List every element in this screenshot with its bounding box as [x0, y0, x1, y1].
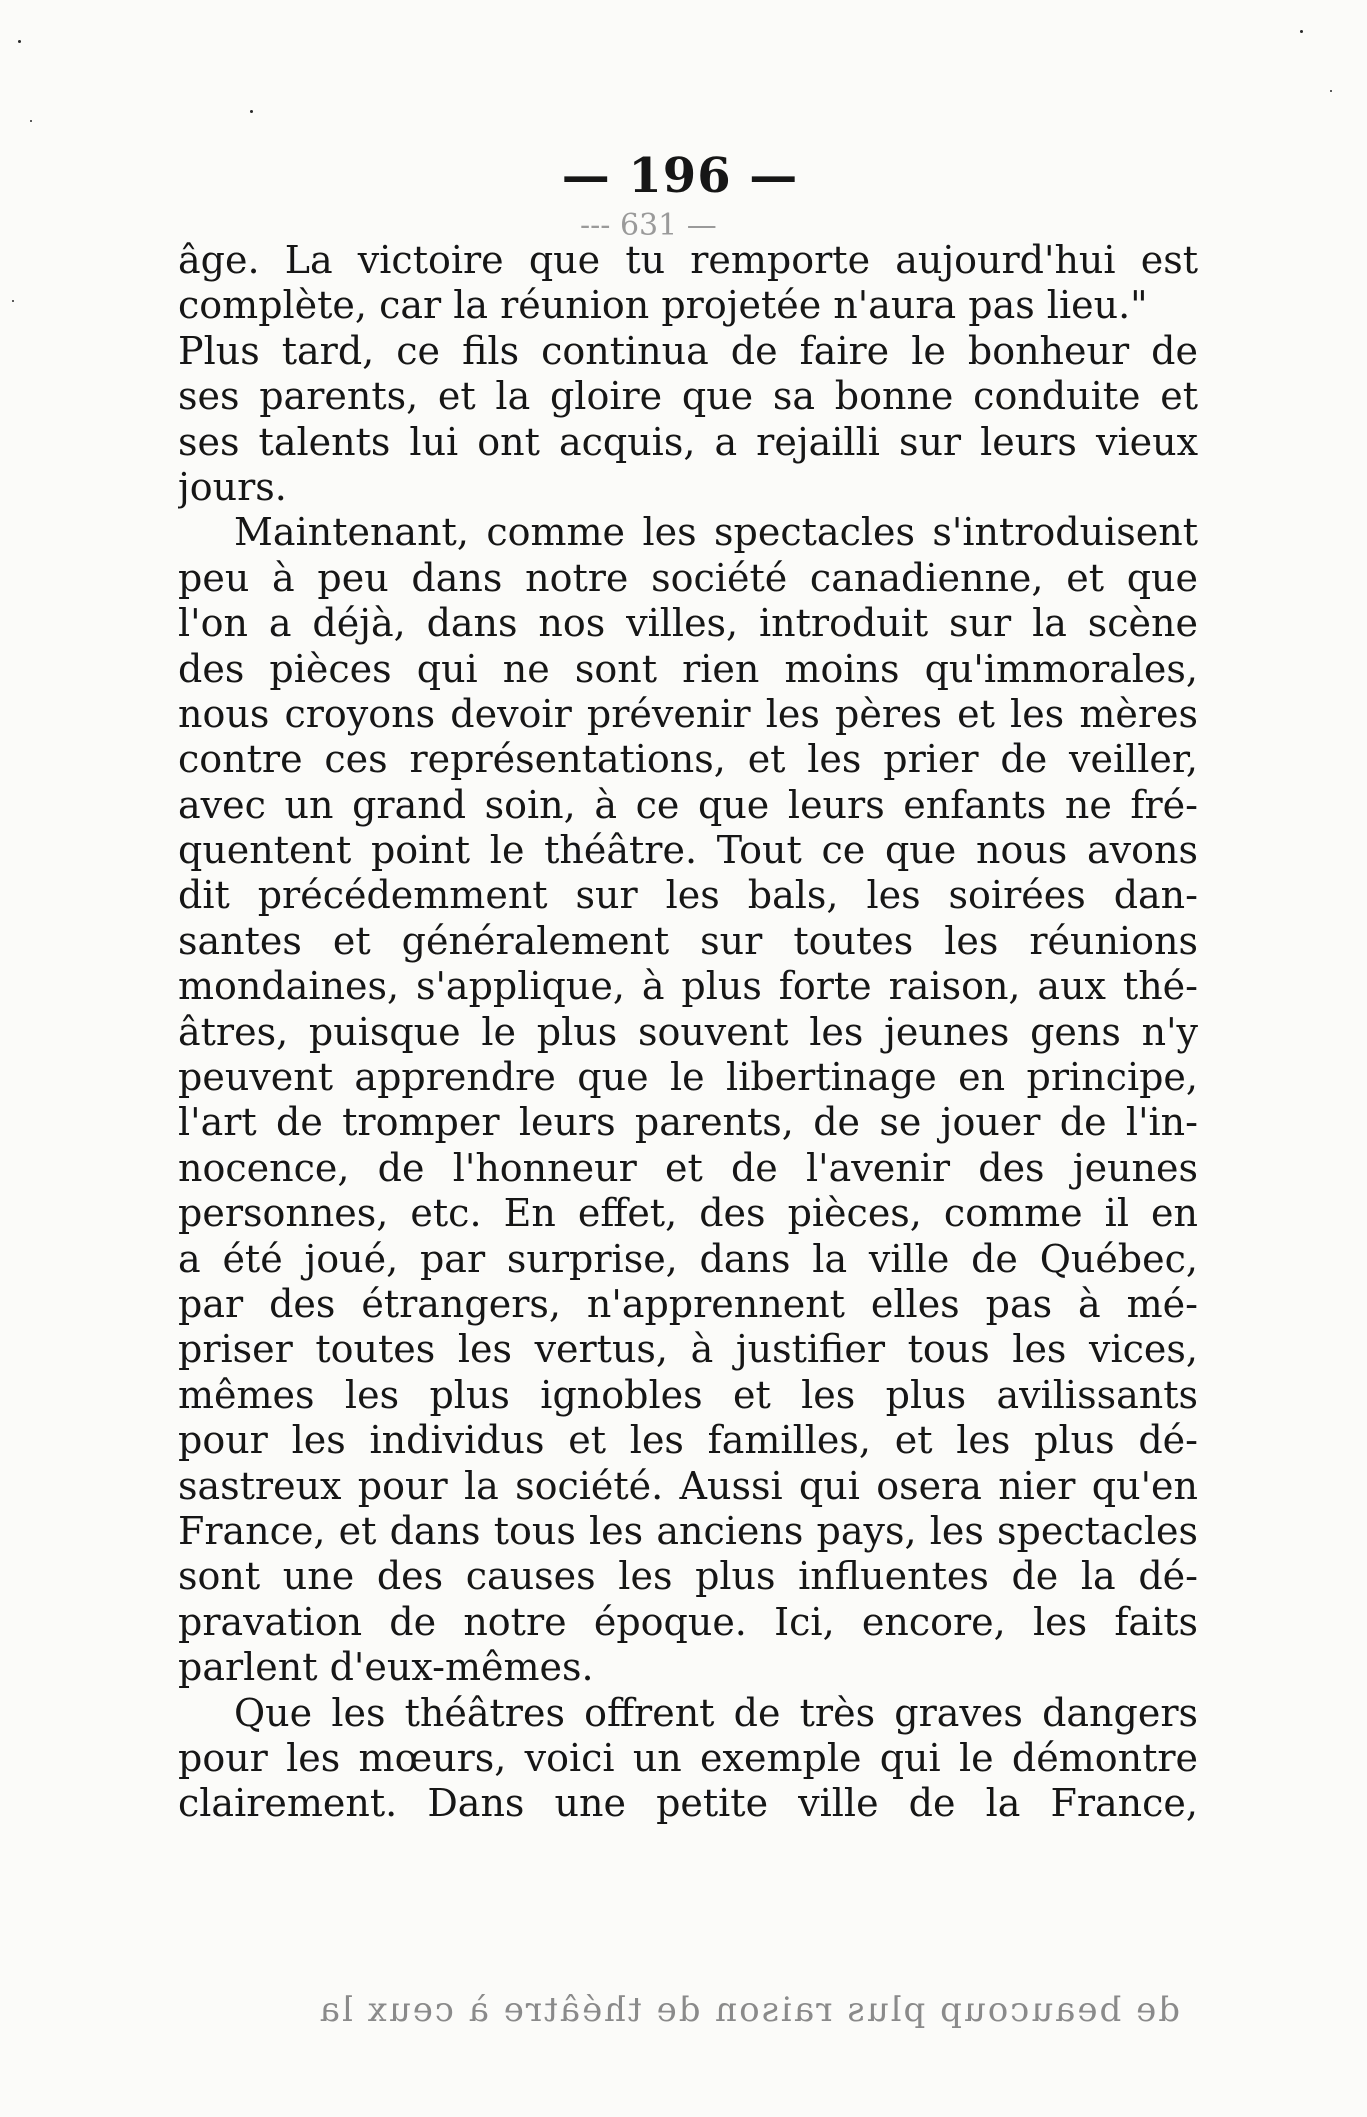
text-line: sont une des causes les plus influentes de la dé- — [178, 1554, 1198, 1599]
text-line: jours. — [178, 464, 287, 509]
text-line: a été joué, par surprise, dans la ville de Québec, — [178, 1236, 1198, 1281]
text-line: France, et dans tous les anciens pays, les spectacles — [178, 1508, 1198, 1553]
text-line: pour les individus et les familles, et les plus dé- — [178, 1418, 1198, 1463]
text-line: personnes, etc. En effet, des pièces, comme il en — [178, 1191, 1198, 1236]
text-line: santes et généralement sur toutes les réunions — [178, 918, 1198, 963]
text-line: parlent d'eux-mêmes. — [178, 1645, 594, 1690]
text-line: ses parents, et la gloire que sa bonne conduite et — [178, 374, 1198, 419]
print-speck — [18, 40, 21, 43]
text-line: priser toutes les vertus, à justifier tous les vices, — [178, 1327, 1198, 1372]
text-line: par des étrangers, n'apprennent elles pas à mé- — [178, 1281, 1198, 1326]
text-line: ses talents lui ont acquis, a rejailli sur leurs vieux — [178, 419, 1198, 464]
text-line: nous croyons devoir prévenir les pères et les mères — [178, 691, 1198, 736]
text-line: peuvent apprendre que le libertinage en principe, — [178, 1055, 1198, 1100]
text-line: nocence, de l'honneur et de l'avenir des jeunes — [178, 1145, 1198, 1190]
bleed-through-bottom: de beaucoup plus raison de théâtre à ceux la — [317, 1990, 1180, 2030]
text-line: sastreux pour la société. Aussi qui osera nier qu'en — [178, 1463, 1198, 1508]
bleed-through-top: --- 631 — — [580, 208, 717, 243]
print-speck — [30, 120, 32, 122]
text-line: mêmes les plus ignobles et les plus avilissants — [178, 1372, 1198, 1417]
text-line: complète, car la réunion projetée n'aura pas lieu." — [178, 283, 1148, 328]
text-line: Plus tard, ce fils continua de faire le bonheur de — [178, 328, 1198, 373]
text-line: peu à peu dans notre société canadienne, et que — [178, 555, 1198, 600]
text-line: mondaines, s'applique, à plus forte raison, aux thé- — [178, 964, 1198, 1009]
text-line: clairement. Dans une petite ville de la France, — [178, 1781, 1198, 1826]
text-line: âge. La victoire que tu remporte aujourd'hui est — [178, 238, 1198, 282]
text-line: l'on a déjà, dans nos villes, introduit sur la scène — [178, 601, 1198, 646]
text-line: dit précédemment sur les bals, les soirées dan- — [178, 873, 1198, 918]
text-line: Que les théâtres offrent de très graves dangers — [234, 1690, 1198, 1735]
text-line: Maintenant, comme les spectacles s'introduisent — [234, 510, 1198, 555]
text-line: pravation de notre époque. Ici, encore, les faits — [178, 1599, 1198, 1644]
text-line: âtres, puisque le plus souvent les jeunes gens n'y — [178, 1009, 1198, 1054]
text-line: avec un grand soin, à ce que leurs enfants ne fré- — [178, 782, 1198, 827]
text-line: l'art de tromper leurs parents, de se jouer de l'in- — [178, 1100, 1198, 1145]
print-speck — [250, 110, 253, 113]
body-text — [178, 238, 1198, 1827]
page-number: — 196 — — [561, 148, 799, 204]
print-speck — [12, 300, 14, 302]
print-speck — [1300, 30, 1303, 33]
text-line: pour les mœurs, voici un exemple qui le démontre — [178, 1735, 1198, 1780]
text-line: quentent point le théâtre. Tout ce que nous avons — [178, 828, 1198, 873]
text-line: contre ces représentations, et les prier de veiller, — [178, 737, 1198, 782]
text-line: des pièces qui ne sont rien moins qu'immorales, — [178, 646, 1198, 691]
print-speck — [1330, 90, 1332, 92]
